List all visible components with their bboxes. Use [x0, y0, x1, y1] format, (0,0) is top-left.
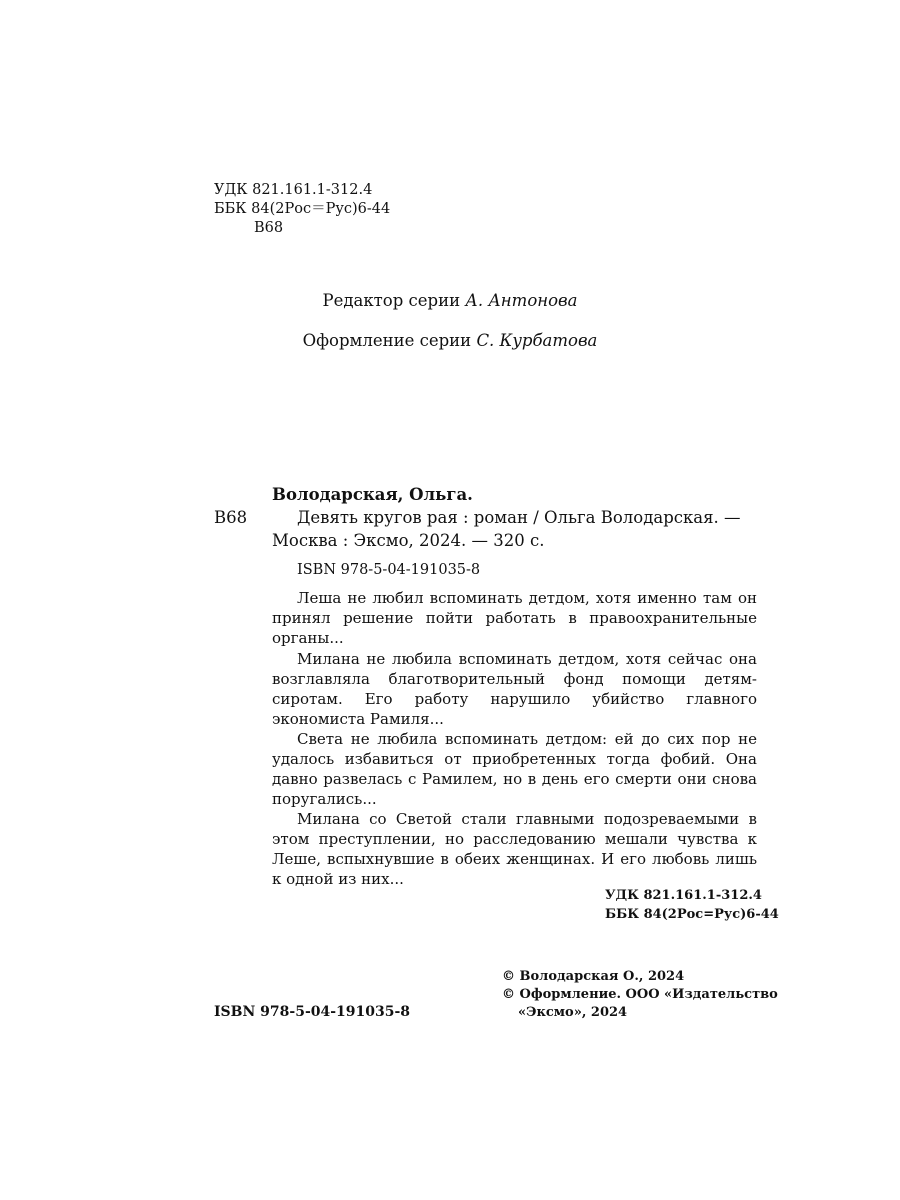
bbk-code: ББК 84(2Рос＝Рус)6-44 [214, 201, 391, 217]
series-design-label: Оформление серии [302, 331, 472, 350]
annotation-paragraph: Леша не любил вспоминать детдом, хотя именно там он принял решение пойти работать в правоохранительные органы... [272, 589, 757, 647]
copyright-design-line-1: © Оформление. ООО «Издательство [502, 987, 778, 1002]
imprint-isbn: ISBN 978-5-04-191035-8 [214, 1004, 411, 1020]
series-design-credit [0, 330, 900, 352]
title-line-2: Москва : Эксмо, 2024. — 320 с. [272, 531, 545, 550]
series-editor-name: А. Антонова [465, 291, 578, 310]
author-mark: В68 [254, 220, 284, 236]
copyright-design-line-2: «Эксмо», 2024 [518, 1005, 628, 1020]
record-isbn: ISBN 978-5-04-191035-8 [297, 562, 481, 578]
series-editor-credit [0, 290, 900, 312]
title-line-1: Девять кругов рая : роман / Ольга Володарская. — [297, 508, 741, 527]
copyright-author: © Володарская О., 2024 [502, 969, 685, 984]
series-design-name: С. Курбатова [476, 331, 598, 350]
annotation-udk: УДК 821.161.1-312.4 [605, 888, 762, 903]
author-heading: Володарская, Ольга. [272, 485, 473, 504]
annotation-paragraph: Света не любила вспоминать детдом: ей до сих пор не удалось избавиться от приобретенных тогда фобий. Она давно развелась с Рамилем, но в день его смерти они снова поругались... [272, 730, 757, 808]
annotation-paragraph: Милана со Светой стали главными подозреваемыми в этом преступлении, но расследованию мешали чувства к Леше, вспыхнувшие в обеих женщинах. И его любовь лишь к одной из них... [272, 810, 757, 888]
series-editor-label: Редактор серии [322, 291, 461, 310]
record-author-mark: В68 [214, 508, 248, 527]
annotation-bbk: ББК 84(2Рос=Рус)6-44 [605, 907, 779, 922]
udk-code: УДК 821.161.1-312.4 [214, 182, 373, 198]
annotation-paragraph: Милана не любила вспоминать детдом, хотя сейчас она возглавляла благотворительный фонд помощи детям-сиротам. Его работу нарушило убийство главного экономиста Рамиля... [272, 650, 757, 728]
